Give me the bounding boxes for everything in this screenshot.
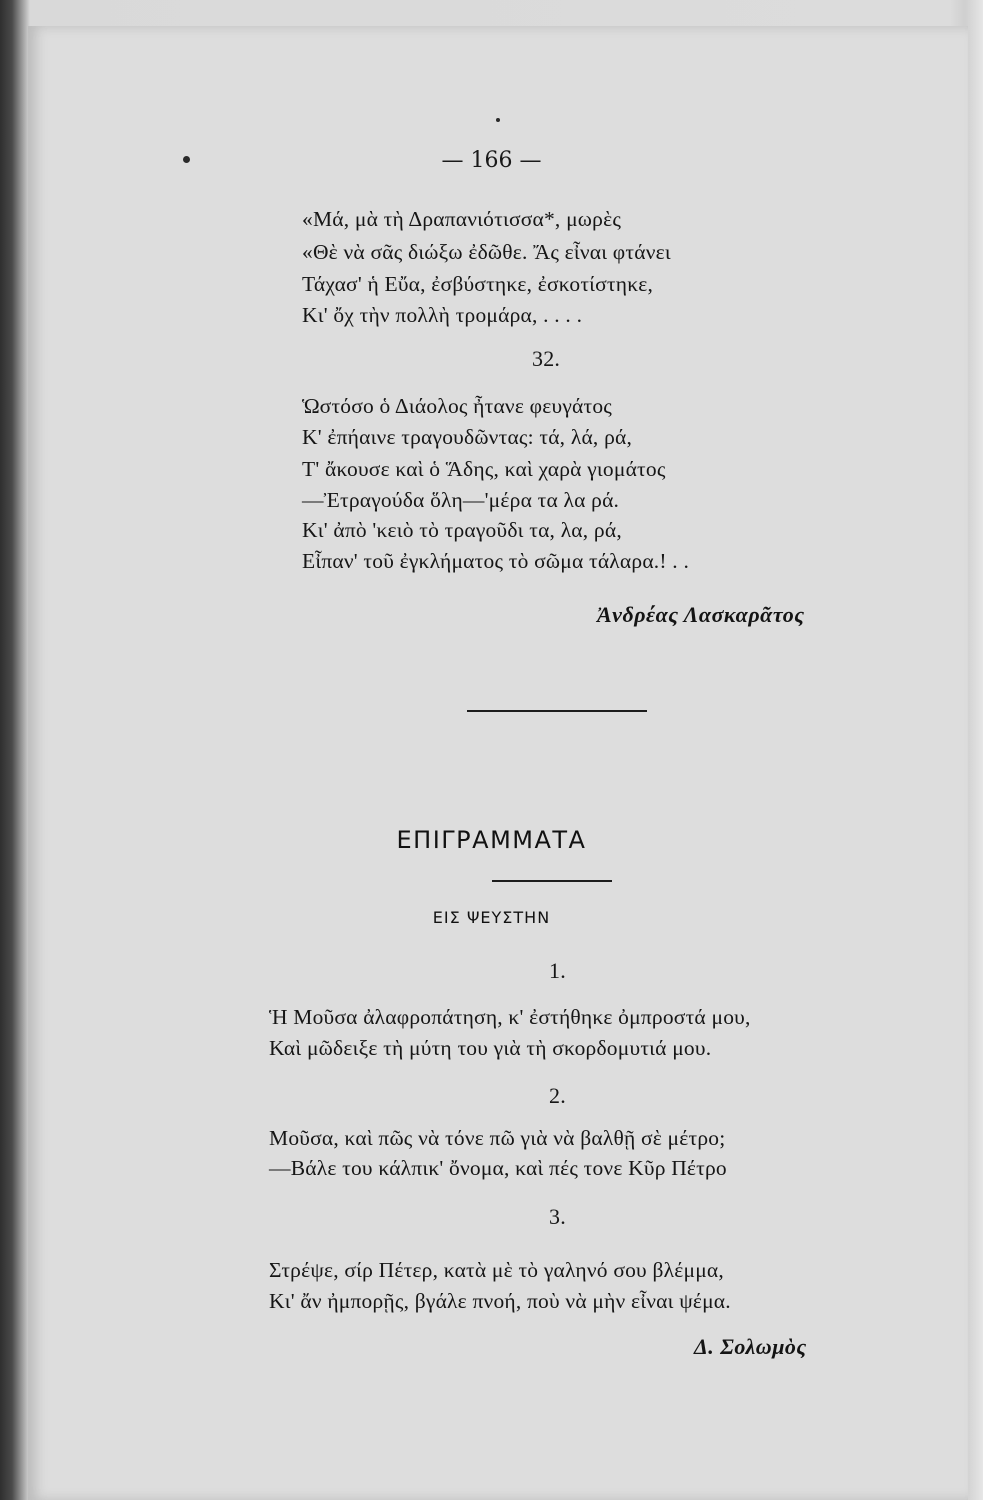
page-number: — 166 — — [441, 148, 542, 173]
epigram-number: 1. — [549, 958, 566, 983]
poem-line: Κι' ὄχ τὴν πολλὴ τρομάρα, . . . . — [302, 303, 583, 327]
epigram-number: 3. — [549, 1204, 566, 1229]
section-subtitle: ΕΙΣ ΨΕΥΣΤΗΝ — [432, 908, 551, 927]
epigram-line: —Βάλε του κάλπικ' ὄνομα, καὶ πές τονε Κῦρ Πέτρο — [269, 1156, 727, 1180]
poem-line: —Ἐτραγούδα ὅλη—'μέρα τα λα ρά. — [302, 488, 620, 512]
epigram-line: Καὶ μῶδειξε τὴ μύτη του γιὰ τὴ σκορδομυτιά μου. — [269, 1036, 712, 1060]
epigram-line: Κι' ἄν ἠμπορῇς, βγάλε πνοή, ποὺ νὰ μὴν εἶναι ψέμα. — [269, 1289, 731, 1313]
poem-line: Κι' ἀπὸ 'κειὸ τὸ τραγοῦδι τα, λα, ρά, — [302, 518, 622, 542]
poem-line: Κ' ἐπήαινε τραγουδῶντας: τά, λά, ρά, — [302, 425, 633, 449]
poem-line: Εἶπαν' τοῦ ἐγκλήματος τὸ σῶμα τάλαρα.! . . — [302, 549, 690, 573]
epigram-line: Μοῦσα, καὶ πῶς νὰ τόνε πῶ γιὰ νὰ βαλθῇ σὲ μέτρο; — [269, 1126, 726, 1150]
poem-line: «Θὲ νὰ σᾶς διώξω ἐδῶθε. Ἄς εἶναι φτάνει — [302, 240, 671, 264]
epigram-line: Ἡ Μοῦσα ἀλαφροπάτηση, κ' ἐστήθηκε ὀμπροστά μου, — [269, 1005, 751, 1029]
section-author: Δ. Σολωμὸς — [694, 1334, 807, 1359]
poem-line: Τ' ἄκουσε καὶ ὁ Ἅδης, καὶ χαρὰ γιομάτος — [302, 457, 666, 481]
section-divider — [467, 710, 647, 712]
ink-speck — [496, 118, 500, 122]
epigram-number: 2. — [549, 1083, 566, 1108]
section-number: 32. — [532, 346, 561, 371]
title-underline — [492, 880, 612, 882]
poem-line: Τάχασ' ἡ Εὔα, ἐσβύστηκε, ἐσκοτίστηκε, — [302, 272, 654, 296]
poem-line: Ὡστόσο ὁ Διάολος ἦτανε φευγάτος — [302, 394, 613, 418]
section-title: ΕΠΙΓΡΑΜΜΑΤΑ — [396, 826, 587, 854]
epigram-line: Στρέψε, σίρ Πέτερ, κατὰ μὲ τὸ γαληνό σου βλέμμα, — [269, 1258, 724, 1282]
poem-author: Ἀνδρέας Λασκαρᾶτος — [597, 602, 805, 627]
poem-line: «Μά, μὰ τὴ Δραπανιότισσα*, μωρὲς — [302, 207, 622, 231]
